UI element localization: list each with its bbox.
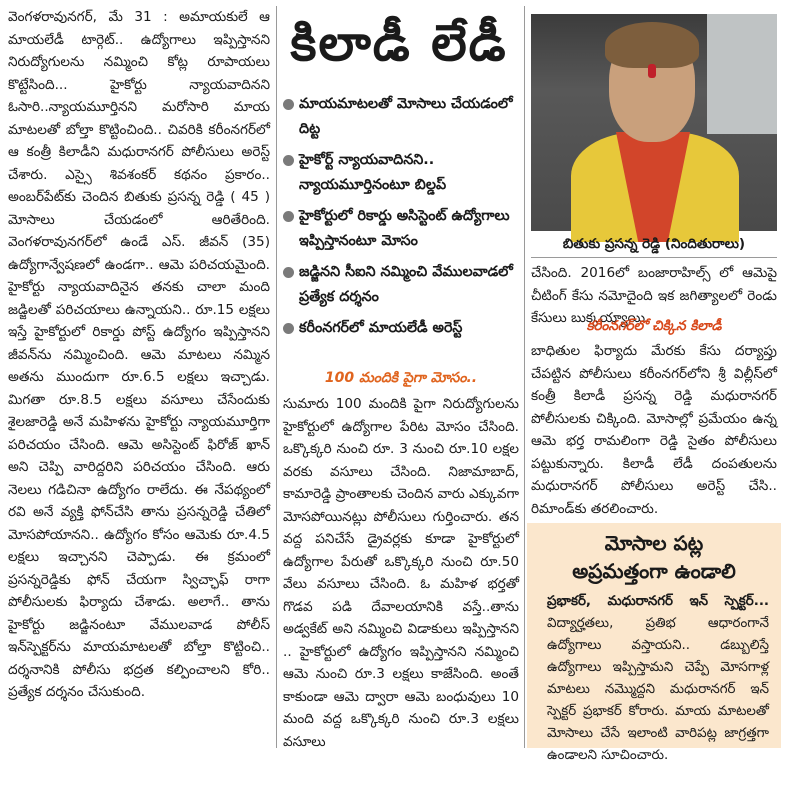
highlight-text: హైకోర్ట్‌ న్యాయవాదినని.. న్యాయమూర్తినంటూ బిల్డప్‌ (299, 152, 447, 193)
highlight-item (283, 316, 519, 341)
highlight-text: కరీంనగర్‌లో మాయలేడీ అరెస్ట్‌ (299, 320, 463, 336)
tilak-mark (648, 64, 656, 78)
highlights-list (283, 92, 519, 347)
subheading-caught-in-karimnagar: కరీంనగర్‌లో చిక్కిన కిలాడీ (586, 318, 722, 334)
highlight-item (283, 92, 519, 142)
article-right-column-top: చేసింది. 2016లో బంజారాహిల్స్‌ లో ఆమెపై చీటింగ్‌ కేసు నమోదైంది ఇక జగిత్యాలలో రెండు కేసులు బుక్కయ్యాయి. (531, 265, 777, 326)
hair (605, 22, 699, 68)
subheading-100-victims: 100 మందికి పైగా మోసం.. (324, 370, 478, 386)
bullet-dot-icon (283, 323, 294, 334)
article-middle-column: సుమారు 100 మందికి పైగా నిరుద్యోగులను హైకోర్టులో ఉద్యోగాల పేరిట మోసం చేసింది. ఒక్కొక్కరి నుంచి రూ. 3 నుంచి రూ.10 లక్షల వరకు వసూలు చేసింది. నిజామాబాద్‌, కామారెడ్డి ప్రాంతాలకు చెందిన వారు ఎక్కువగా మోసపోయినట్లు పోలీసులు గుర్తించారు. తన వద్ద పనిచేసే డ్రైవర్లకు కూడా హైకోర్టులో ఉద్యోగాల పేరుతో ఒక్కొక్కరి నుంచి రూ.50 వేలు వసూలు చేసింది. ఓ మహిళ భర్తతో గొడవ పడి దేవాలయానికి వస్తే..తాను అడ్వకేట్‌ అని నమ్మించి విడాకులు ఇప్పిస్తానని .. హైకోర్టులో ఉద్యోగం ఇప్పిస్తానని నమ్మించి ఆమె నుంచి రూ.3 లక్షలు కాజేసింది. అంతే కాకుండా ఆమె ద్వారా ఆమె బంధువులు 10 మంది వద్ద ఒక్కొక్కరి నుంచి రూ.3 లక్షలు వసూలు (283, 396, 519, 750)
highlight-item (283, 148, 519, 198)
accused-photo (531, 14, 777, 231)
article-left-column: వెంగళరావునగర్‌, మే 31 : అమాయకులే ఆ మాయలేడీ టార్గెట్‌.. ఉద్యోగాలు ఇప్పిస్తానని నిరుద్యోగులను నమ్మించి కోట్ల రూపాయలు కొట్టేసింది... హైకోర్టు న్యాయవాదినని ఓసారి..న్యాయమూర్తినని మరోసారి మాయ మాటలతో బోల్తా కొట్టించింది.. చివరికి కరీంనగర్‌లో ఆ కంత్రీ కిలాడీని మధురానగర్‌ పోలీసులు అరెస్ట్‌ చేశారు. ఎస్సై శివశంకర్‌ కథనం ప్రకారం.. అంబర్‌పేట్‌కు చెందిన బితుకు ప్రసన్న రెడ్డి ( 45 ) మోసాలు చేయడంలో ఆరితేరింది. వెంగళరావునగర్‌లో ఉండే ఎస్‌. జీవన్‌ (35) ఉద్యోగాన్వేషణలో ఉండగా.. ఆమె పరిచయమైంది. హైకోర్టు న్యాయవాదినైన తనకు చాలా మంది జడ్జిలతో పరిచయాలు ఉన్నాయని.. రూ.15 లక్షలు ఇస్తే హైకోర్టులో రికార్డు పోస్ట్‌ ఉద్యోగం ఇప్పిస్తానని జీవన్‌ను నమ్మించింది. ఆమె మాటలు నమ్మిన అతను ముందుగా రూ.6.5 లక్షలు ఇచ్చాడు. మిగతా రూ.8.5 లక్షలు వసూలు చేసేందుకు శైలజారెడ్డి అనే మహిళను హైకోర్టు న్యాయమూర్తిగా పరిచయం చేసింది. ఆమె అసిస్టెంట్‌ ఫిరోజ్‌ ఖాన్‌ అని చెప్పి వారిద్దరిని పరిచయం చేసింది. ఆరు నెలలు గడిచినా ఉద్యోగం రాలేదు. ఈ నేపథ్యంలో రవి అనే వ్యక్తి ఫోన్‌చేసి తాను ప్రసన్నరెడ్డి చేతిలో మోసపోయానని.. ఉద్యోగం కోసం ఆమెకు రూ.4.5 లక్షలు ఇచ్చానని చెప్పాడు. ఈ క్రమంలో ప్రసన్నరెడ్డికు ఫోన్‌ చేయగా స్విచ్ఛాఫ్‌ రాగా పోలీసులకు ఫిర్యాదు చేశాడు. అలాగే.. తాను హైకోర్టు జడ్జినంటూ వేములవాడ పోలీస్‌ ఇన్‌స్పెక్టర్‌ను మాయమాటలతో బోల్తా కొట్టించి.. దర్శనానికి పోలీసు భద్రత కల్పించాలని కోరి.. ప్రత్యేక దర్శనం చేసుకుంది. (8, 9, 270, 700)
highlight-item (283, 204, 519, 254)
box-body (547, 591, 769, 763)
bullet-dot-icon (283, 99, 294, 110)
highlight-text: హైకోర్టులో రికార్డు అసిస్టెంట్‌ ఉద్యోగాలు ఇప్పిస్తానంటూ మోసం (299, 208, 510, 249)
column-divider (276, 6, 277, 748)
column-divider (524, 6, 525, 748)
highlight-text: జడ్జినని సీఐని నమ్మించి వేములవాడలో ప్రత్యేక దర్శనం (299, 264, 513, 305)
highlight-text: మాయమాటలతో మోసాలు చేయడంలో దిట్ట (299, 96, 513, 137)
box-text: విద్యార్హతలు, ప్రతిభ ఆధారంగానే ఉద్యోగాలు వస్తాయని.. డబ్బులిస్తే ఉద్యోగాలు ఇప్పిస్తామని చెప్పే మోసగాళ్ల మాటలు నమ్మొద్దని మధురానగర్‌ ఇన్‌ స్పెక్టర్‌ ప్రభాకర్‌ కోరారు. మాయ మాటలతో మోసాలు చేసే ఇలాంటి వారిపట్ల జాగ్రత్తగా ఉండాలని సూచించారు. (547, 616, 769, 763)
box-title-line2: అప్రమత్తంగా ఉండాలి (572, 559, 736, 583)
advisory-box (527, 523, 781, 763)
headline: కిలాడీ లేడీ (290, 14, 508, 72)
box-title-line1: మోసాల పట్ల (604, 531, 704, 555)
bullet-dot-icon (283, 155, 294, 166)
car-window (707, 14, 777, 134)
highlight-item (283, 260, 519, 310)
bullet-dot-icon (283, 211, 294, 222)
photo-caption: బితుకు ప్రసన్న రెడ్డి (నిందితురాలు) (531, 232, 777, 258)
bullet-dot-icon (283, 267, 294, 278)
box-lead: ప్రభాకర్‌, మధురానగర్‌ ఇన్‌ స్పెక్టర్‌... (547, 594, 769, 609)
article-right-column: బాధితుల ఫిర్యాదు మేరకు కేసు దర్యాప్తు చేపట్టిన పోలీసులు కరీంనగర్‌లోని శ్రీ విల్లీస్‌లో కంత్రీ కిలాడీ ప్రసన్న రెడ్డి మధురానగర్‌ పోలీసులకు చిక్కింది. మోసాల్లో ప్రమేయం ఉన్న ఆమె భర్త రామలింగా రెడ్డి సైతం పోలీసులు పట్టుకున్నారు. కిలాడీ లేడీ దంపతులను మధురానగర్‌ పోలీసులు అరెస్ట్‌ చేసి.. రిమాండ్‌కు తరలించారు. (531, 343, 777, 517)
